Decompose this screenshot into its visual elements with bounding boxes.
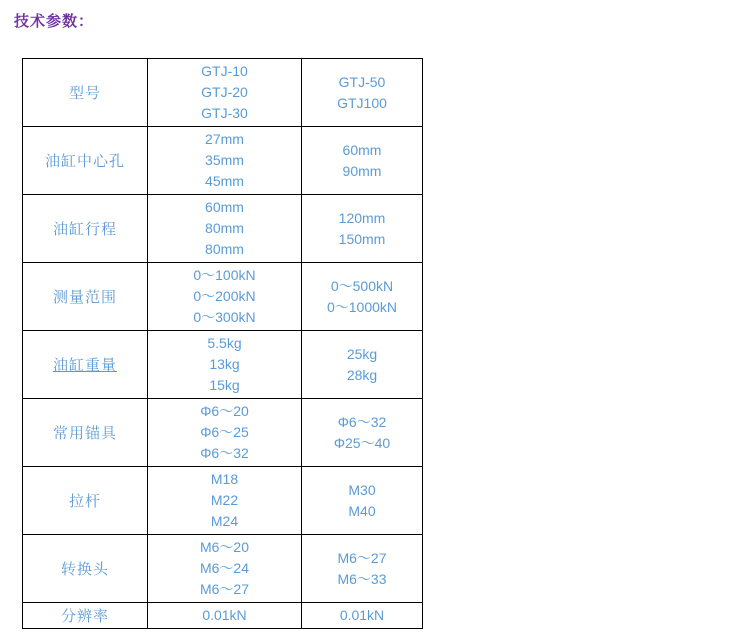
spec-value: Φ6～32 bbox=[337, 413, 387, 430]
spec-value: 35mm bbox=[205, 152, 244, 168]
row-label-cell bbox=[23, 331, 148, 399]
spec-value: 60mm bbox=[342, 141, 382, 158]
spec-value: 0～200kN bbox=[193, 288, 256, 304]
spec-value: M6～20 bbox=[199, 539, 250, 555]
table-row bbox=[23, 331, 423, 399]
row-label-cell bbox=[23, 399, 148, 467]
spec-value: M6～27 bbox=[337, 549, 387, 566]
spec-cell bbox=[302, 195, 423, 263]
table-row bbox=[23, 399, 423, 467]
spec-cell bbox=[302, 263, 423, 331]
table-row bbox=[23, 127, 423, 195]
row-label-cell bbox=[23, 59, 148, 127]
table-row bbox=[23, 535, 423, 603]
spec-value: 15kg bbox=[209, 377, 240, 393]
spec-value: Φ6～20 bbox=[200, 403, 249, 419]
spec-cell bbox=[302, 331, 423, 399]
spec-value: GTJ-10 bbox=[201, 63, 248, 79]
spec-value: M18 bbox=[210, 471, 239, 487]
spec-value: 13kg bbox=[209, 356, 240, 372]
row-label-cell bbox=[23, 127, 148, 195]
spec-value: 0.01kN bbox=[339, 607, 385, 623]
spec-value: M30 bbox=[348, 481, 376, 498]
spec-value: GTJ-30 bbox=[201, 105, 248, 121]
spec-value: Φ6～25 bbox=[200, 424, 249, 440]
spec-cell bbox=[148, 331, 302, 399]
row-label: 拉杆 bbox=[68, 493, 101, 510]
spec-value: 0～300kN bbox=[193, 309, 256, 325]
spec-value: GTJ-20 bbox=[201, 84, 248, 100]
row-label-cell bbox=[23, 467, 148, 535]
row-label-cell bbox=[23, 195, 148, 263]
table-row bbox=[23, 195, 423, 263]
spec-cell bbox=[302, 127, 423, 195]
row-label: 油缸中心孔 bbox=[44, 153, 125, 170]
spec-cell bbox=[148, 59, 302, 127]
spec-value: 80mm bbox=[205, 220, 244, 236]
spec-value: 80mm bbox=[205, 241, 244, 257]
spec-value: 0～1000kN bbox=[326, 298, 398, 315]
row-label: 型号 bbox=[68, 85, 101, 102]
spec-value: Φ6～32 bbox=[200, 445, 249, 461]
technical-parameters-table bbox=[22, 58, 423, 629]
row-label-cell bbox=[23, 603, 148, 629]
row-label: 转换头 bbox=[60, 561, 109, 578]
spec-value: 25kg bbox=[346, 345, 378, 362]
spec-value: M6～24 bbox=[199, 560, 250, 576]
spec-value: M40 bbox=[348, 502, 376, 519]
spec-cell bbox=[148, 399, 302, 467]
spec-value: M22 bbox=[210, 492, 239, 508]
row-label-cell bbox=[23, 535, 148, 603]
spec-value: M6～27 bbox=[199, 581, 250, 597]
spec-value: GTJ100 bbox=[337, 94, 387, 111]
spec-value: 0.01kN bbox=[202, 607, 247, 623]
row-label: 常用锚具 bbox=[52, 425, 117, 442]
spec-cell bbox=[148, 263, 302, 331]
table-row bbox=[23, 263, 423, 331]
table-row bbox=[23, 603, 423, 629]
spec-cell bbox=[302, 467, 423, 535]
spec-value: 5.5kg bbox=[207, 335, 242, 351]
spec-value: 28kg bbox=[346, 366, 378, 383]
row-label: 油缸行程 bbox=[52, 221, 117, 238]
table-body bbox=[23, 59, 423, 629]
spec-value: GTJ-50 bbox=[338, 73, 386, 90]
spec-value: 45mm bbox=[205, 173, 244, 189]
spec-value: Φ25～40 bbox=[333, 434, 391, 451]
spec-value: 150mm bbox=[338, 230, 386, 247]
spec-cell bbox=[148, 467, 302, 535]
spec-value: 0～500kN bbox=[330, 277, 394, 294]
spec-cell bbox=[148, 127, 302, 195]
spec-value: M6～33 bbox=[337, 570, 387, 587]
spec-value: 27mm bbox=[205, 131, 244, 147]
row-label: 分辨率 bbox=[60, 608, 109, 625]
spec-cell bbox=[148, 535, 302, 603]
table-row bbox=[23, 59, 423, 127]
spec-value: M24 bbox=[210, 513, 239, 529]
spec-cell bbox=[148, 603, 302, 629]
row-label-cell bbox=[23, 263, 148, 331]
spec-cell bbox=[302, 603, 423, 629]
spec-value: 90mm bbox=[342, 162, 382, 179]
spec-value: 60mm bbox=[205, 199, 244, 215]
row-label: 油缸重量 bbox=[52, 357, 117, 374]
spec-cell bbox=[302, 59, 423, 127]
table-row bbox=[23, 467, 423, 535]
row-label: 测量范围 bbox=[52, 289, 117, 306]
spec-value: 120mm bbox=[338, 209, 386, 226]
spec-value: 0～100kN bbox=[193, 267, 256, 283]
spec-cell bbox=[302, 399, 423, 467]
spec-cell bbox=[302, 535, 423, 603]
page-title: 技术参数： bbox=[14, 13, 95, 30]
spec-cell bbox=[148, 195, 302, 263]
